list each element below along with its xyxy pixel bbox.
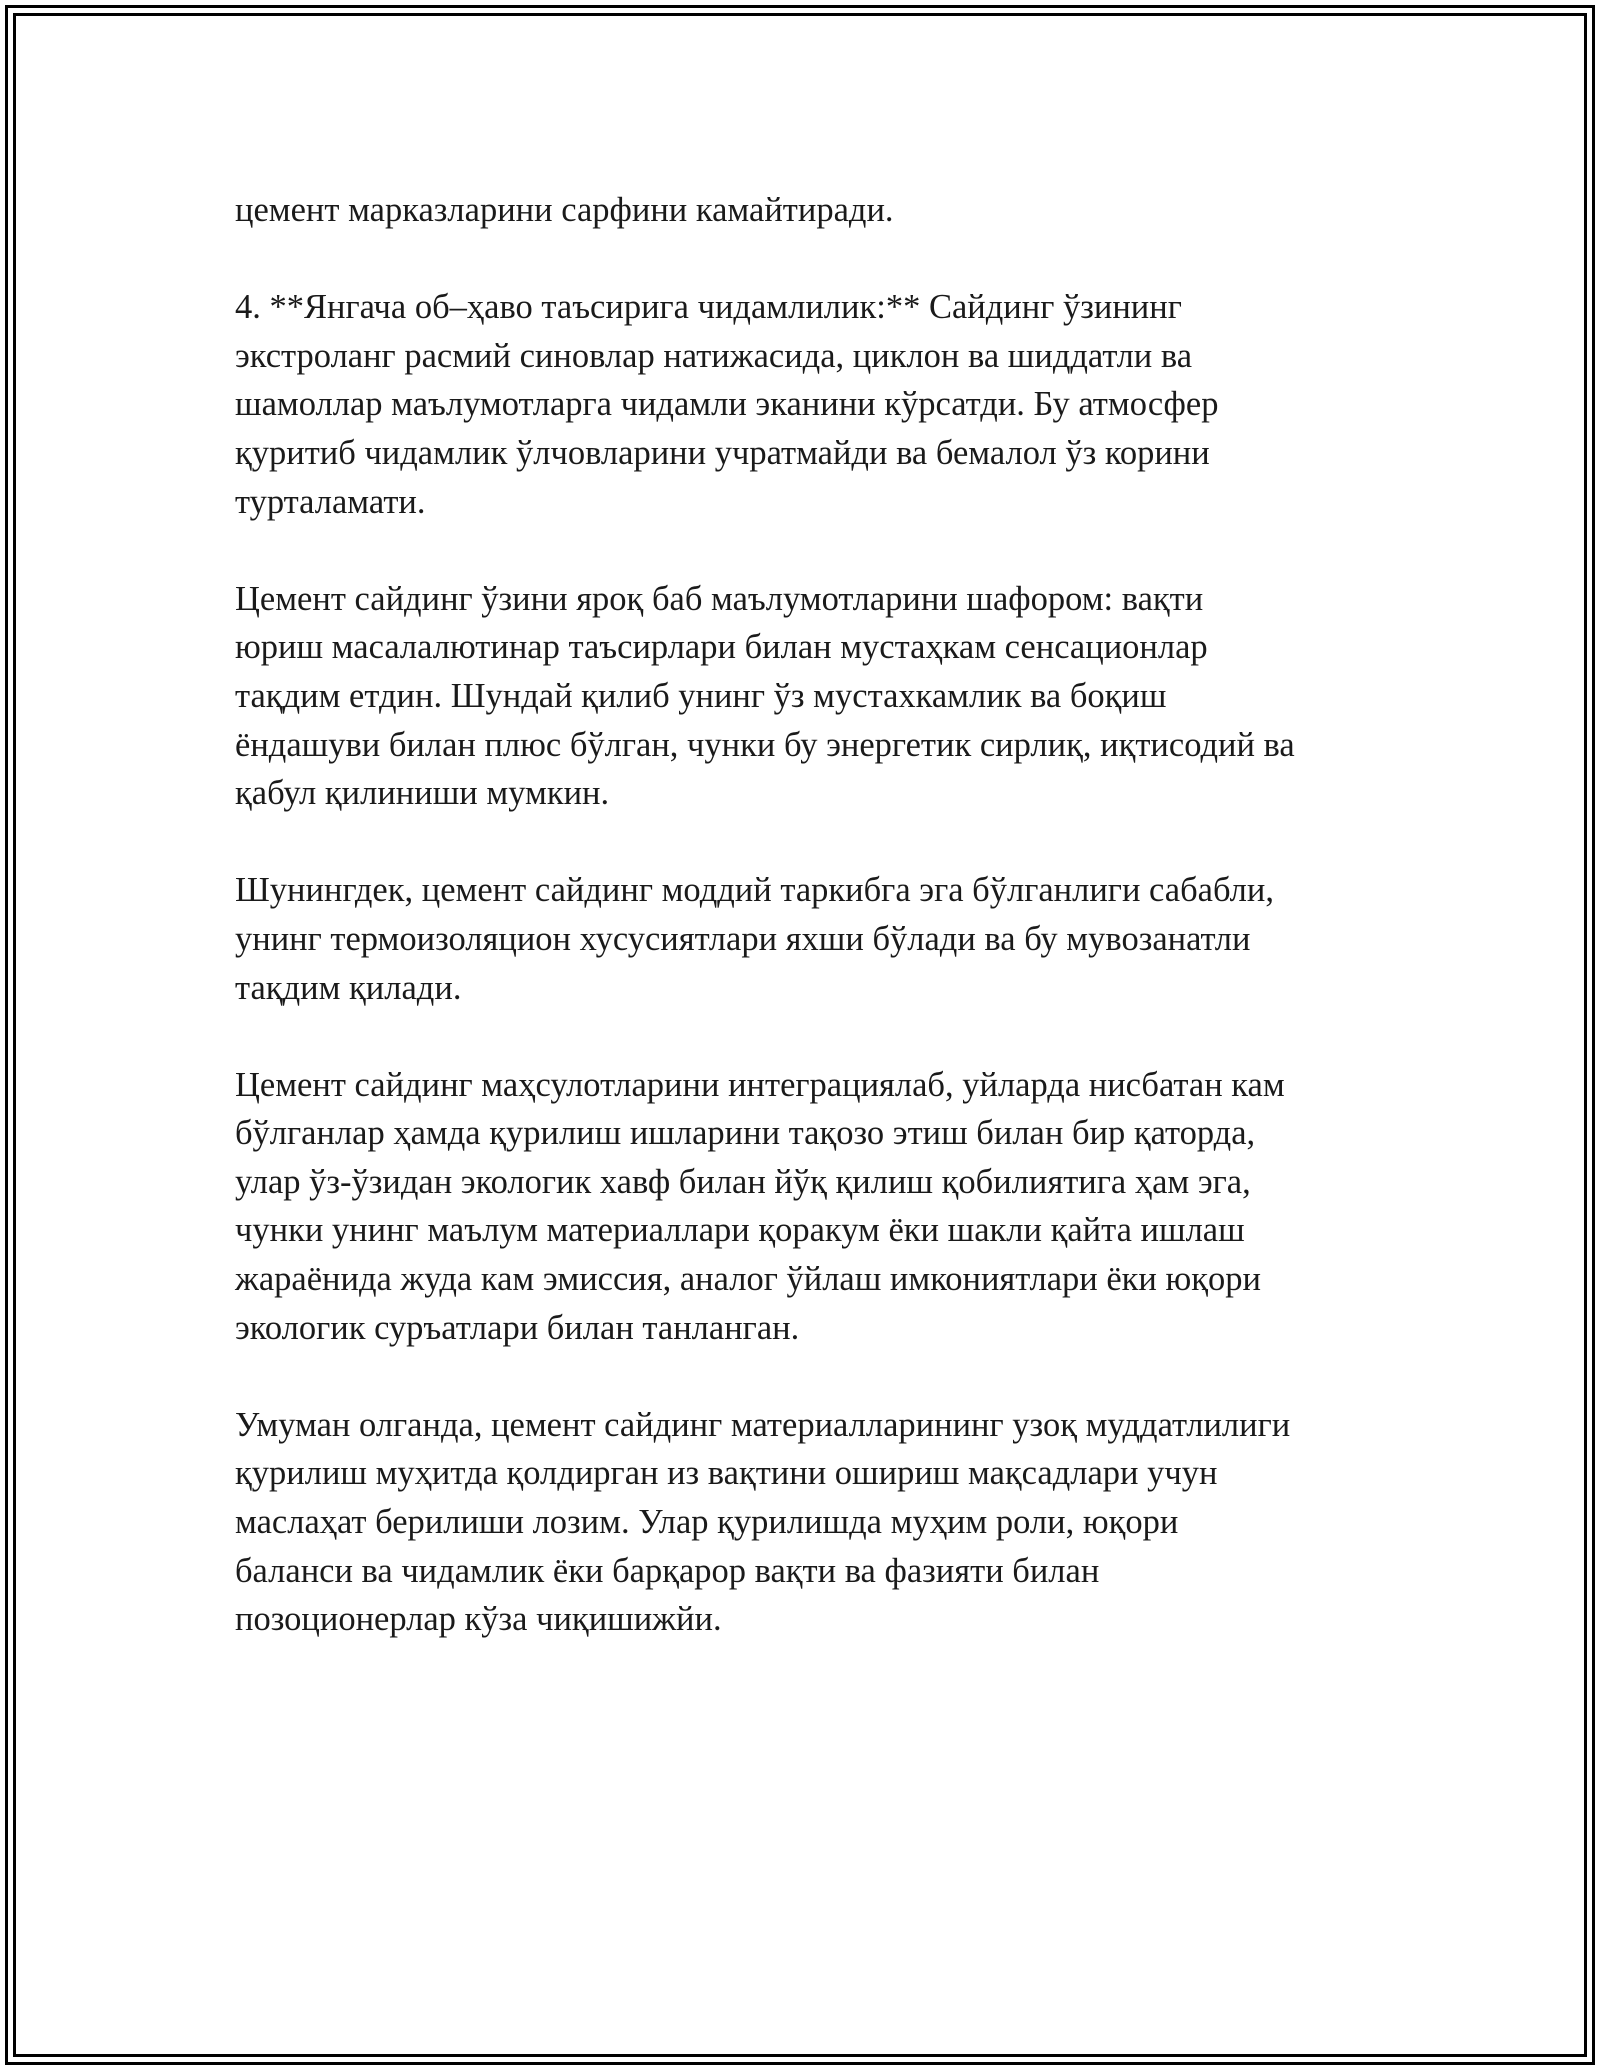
text-line: баланси ва чидамлик ёки барқарор вақти ва фазияти билан [235, 1551, 1100, 1590]
paragraph-4 [235, 866, 1380, 1012]
text-line: маслаҳат берилиши лозим. Улар қурилишда муҳим роли, юқори [235, 1503, 1179, 1542]
text-line: цемент марказларини сарфини камайтиради. [235, 191, 894, 229]
text-line: ёндашуви билан плюс бўлган, чунки бу энергетик сирлиқ, иқтисодий ва [235, 725, 1295, 764]
text-line: қурилиш муҳитда қолдирган из вақтини ошириш мақсадлари учун [235, 1454, 1218, 1493]
text-line: шамоллар маълумотларга чидамли эканини кўрсатди. Бу атмосфер [235, 385, 1219, 424]
text-line: қабул қилиниши мумкин. [235, 774, 610, 813]
paragraph-2 [235, 283, 1380, 526]
paragraph-3 [235, 575, 1380, 818]
text-line: позоционерлар кўза чиқишижйи. [235, 1600, 722, 1639]
paragraph-6 [235, 1401, 1380, 1644]
text-line: экологик суръатлари билан танланган. [235, 1308, 800, 1347]
text-line: 4. **Янгача об–ҳаво таъсирига чидамлилик:** Сайдинг ўзининг [235, 288, 1182, 327]
document-body [235, 186, 1380, 1644]
text-line: юриш масалалютинар таъсирлари билан мустаҳкам сенсационлар [235, 628, 1208, 667]
text-line: Цемент сайдинг ўзини яроқ баб маълумотларини шафором: вақти [235, 579, 1204, 618]
text-line: унинг термоизоляцион хусусиятлари яхши бўлади ва бу мувозанатли [235, 919, 1251, 958]
text-line: экстроланг расмий синовлар натижасида, циклон ва шиддатли ва [235, 336, 1193, 375]
text-line: Шунингдек, цемент сайдинг моддий таркибга эга бўлганлиги сабабли, [235, 871, 1274, 910]
text-line: жараёнида жуда кам эмиссия, аналог ўйлаш имкониятлари ёки юқори [235, 1260, 1262, 1299]
paragraph-5 [235, 1061, 1380, 1353]
text-line: тақдим қилади. [235, 968, 462, 1007]
text-line: Цемент сайдинг маҳсулотларини интеграциялаб, уйларда нисбатан кам [235, 1065, 1285, 1104]
text-line: Умуман олганда, цемент сайдинг материалларининг узоқ муддатлилиги [235, 1405, 1291, 1444]
text-line: тақдим етдин. Шундай қилиб унинг ўз мустахкамлик ва боқиш [235, 676, 1167, 715]
text-line: чунки унинг маълум материаллари қоракум ёки шакли қайта ишлаш [235, 1211, 1245, 1250]
text-line: улар ўз-ўзидан экологик хавф билан йўқ қилиш қобилиятига ҳам эга, [235, 1162, 1251, 1201]
text-line: турталамати. [235, 482, 426, 521]
paragraph-1 [235, 186, 1380, 235]
text-line: бўлганлар ҳамда қурилиш ишларини тақозо этиш билан бир қаторда, [235, 1114, 1256, 1153]
text-line: қуритиб чидамлик ўлчовларини учратмайди ва бемалол ўз корини [235, 433, 1210, 472]
